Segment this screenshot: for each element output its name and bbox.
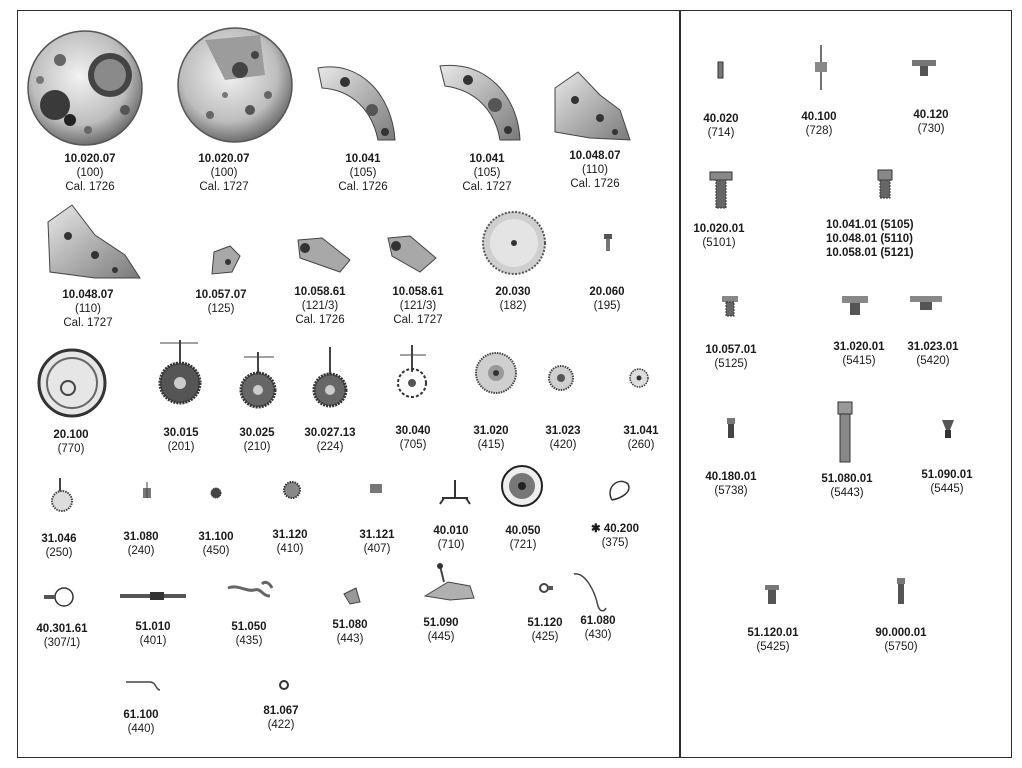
bridge-105-1726-icon bbox=[318, 67, 395, 140]
main-plate-1726-icon bbox=[28, 31, 142, 145]
part-label: 30.015 (201) bbox=[163, 427, 199, 453]
screw-5125-icon bbox=[722, 296, 738, 316]
part-label: 51.120.01 (5425) bbox=[747, 627, 799, 653]
part-label: 20.060 (195) bbox=[589, 286, 625, 312]
part-label: 10.020.07 (100) Cal. 1727 bbox=[198, 153, 250, 193]
part-label: 31.041 (260) bbox=[623, 425, 659, 451]
part-label: 51.080.01 (5443) bbox=[821, 473, 873, 499]
spring-375-icon bbox=[610, 481, 629, 500]
wheel-415-icon bbox=[476, 353, 516, 393]
screw-5420-icon bbox=[910, 296, 942, 310]
part-label: 51.080 (443) bbox=[332, 619, 368, 645]
screw-5738-icon bbox=[727, 418, 735, 438]
pinion-240-icon bbox=[143, 482, 151, 498]
part-label: 90.000.01 (5750) bbox=[875, 627, 927, 653]
bridge-125-icon bbox=[212, 246, 240, 274]
part-label: 31.080 (240) bbox=[123, 531, 159, 557]
screw-5415-icon bbox=[842, 296, 868, 315]
screw-730-icon bbox=[912, 60, 936, 76]
part-label: 31.100 (450) bbox=[198, 531, 234, 557]
wheel-450-icon bbox=[211, 488, 221, 498]
ring-307-icon bbox=[44, 588, 73, 606]
part-label: 40.120 (730) bbox=[913, 109, 949, 135]
part-label: 51.050 (435) bbox=[231, 621, 267, 647]
jewel-714-icon bbox=[718, 62, 723, 78]
part-label: 10.058.61 (121/3) Cal. 1727 bbox=[392, 286, 444, 326]
wheel-260-icon bbox=[630, 369, 648, 387]
part-label: 31.046 (250) bbox=[41, 533, 77, 559]
spring-430-icon bbox=[574, 574, 606, 611]
part-label: 10.041.01 (5105) 10.048.01 (5110) 10.058.01 (5121) bbox=[826, 219, 914, 259]
wheel-410-icon bbox=[284, 482, 300, 498]
wheel-224-icon bbox=[314, 347, 346, 406]
part-label: 40.020 (714) bbox=[703, 113, 739, 139]
part-label: 61.100 (440) bbox=[123, 709, 159, 735]
part-label: 51.010 (401) bbox=[135, 621, 171, 647]
bridge-121-1726-icon bbox=[298, 238, 350, 272]
screw-5445-icon bbox=[942, 420, 954, 438]
stem-401-icon bbox=[120, 592, 186, 600]
part-label: 31.023 (420) bbox=[545, 425, 581, 451]
spring-435-icon bbox=[228, 582, 272, 596]
part-label: 51.090.01 (5445) bbox=[921, 469, 973, 495]
screw-5425-icon bbox=[765, 585, 779, 604]
part-label: 31.121 (407) bbox=[359, 529, 395, 555]
part-label: 10.057.07 (125) bbox=[195, 289, 247, 315]
ratchet-wheel-icon bbox=[483, 212, 545, 274]
balance-721-icon bbox=[502, 466, 542, 506]
part-label: 30.040 (705) bbox=[395, 425, 431, 451]
part-label: 31.023.01 (5420) bbox=[907, 341, 959, 367]
part-label: 31.020.01 (5415) bbox=[833, 341, 885, 367]
part-label: 40.301.61 (307/1) bbox=[36, 623, 88, 649]
part-407-icon bbox=[370, 484, 382, 493]
bridge-110-1726-icon bbox=[555, 72, 630, 140]
bridge-121-1727-icon bbox=[388, 236, 436, 272]
wheel-420-icon bbox=[549, 366, 573, 390]
screw-5443-icon bbox=[838, 402, 852, 462]
part-label: 61.080 (430) bbox=[580, 615, 616, 641]
part-label: 31.020 (415) bbox=[473, 425, 509, 451]
part-label: 51.090 (445) bbox=[423, 617, 459, 643]
part-label: 10.041 (105) Cal. 1726 bbox=[338, 153, 388, 193]
screw-5101-icon bbox=[710, 172, 732, 208]
ring-422-icon bbox=[280, 681, 288, 689]
lever-710-icon bbox=[440, 480, 470, 504]
part-425-icon bbox=[540, 584, 553, 592]
escape-wheel-icon bbox=[398, 345, 426, 397]
part-label: 40.180.01 (5738) bbox=[705, 471, 757, 497]
bridge-105-1727-icon bbox=[440, 65, 520, 140]
part-label: ✱ 40.200 (375) bbox=[590, 523, 639, 549]
wheel-250-icon bbox=[52, 478, 72, 511]
main-plate-1727-icon bbox=[178, 28, 292, 142]
part-label: 31.120 (410) bbox=[272, 529, 308, 555]
part-label: 30.027.13 (224) bbox=[304, 427, 356, 453]
yoke-445-icon bbox=[425, 563, 474, 600]
part-label: 10.020.07 (100) Cal. 1726 bbox=[64, 153, 116, 193]
screw-5105-icon bbox=[878, 170, 892, 198]
part-label: 40.010 (710) bbox=[433, 525, 469, 551]
wheel-210-icon bbox=[241, 352, 275, 407]
part-label: 10.048.07 (110) Cal. 1726 bbox=[569, 150, 621, 190]
part-label: 10.057.01 (5125) bbox=[705, 344, 757, 370]
jewel-728-icon bbox=[815, 45, 827, 90]
part-label: 30.025 (210) bbox=[239, 427, 275, 453]
part-label: 40.100 (728) bbox=[801, 111, 837, 137]
part-label: 51.120 (425) bbox=[527, 617, 563, 643]
part-label: 10.020.01 (5101) bbox=[693, 223, 745, 249]
part-label: 20.100 (770) bbox=[53, 429, 89, 455]
part-label: 10.058.61 (121/3) Cal. 1726 bbox=[294, 286, 346, 326]
mainspring-icon bbox=[39, 350, 105, 416]
part-label: 20.030 (182) bbox=[495, 286, 531, 312]
part-label: 10.048.07 (110) Cal. 1727 bbox=[62, 289, 114, 329]
part-label: 40.050 (721) bbox=[505, 525, 541, 551]
lever-443-icon bbox=[344, 588, 360, 604]
part-label: 10.041 (105) Cal. 1727 bbox=[462, 153, 512, 193]
small-screw-195-icon bbox=[604, 234, 612, 251]
spring-440-icon bbox=[126, 682, 160, 690]
wheel-201-icon bbox=[160, 340, 200, 403]
screw-5750-icon bbox=[897, 578, 905, 604]
part-label: 81.067 (422) bbox=[263, 705, 299, 731]
bridge-110-1727-icon bbox=[48, 205, 140, 278]
